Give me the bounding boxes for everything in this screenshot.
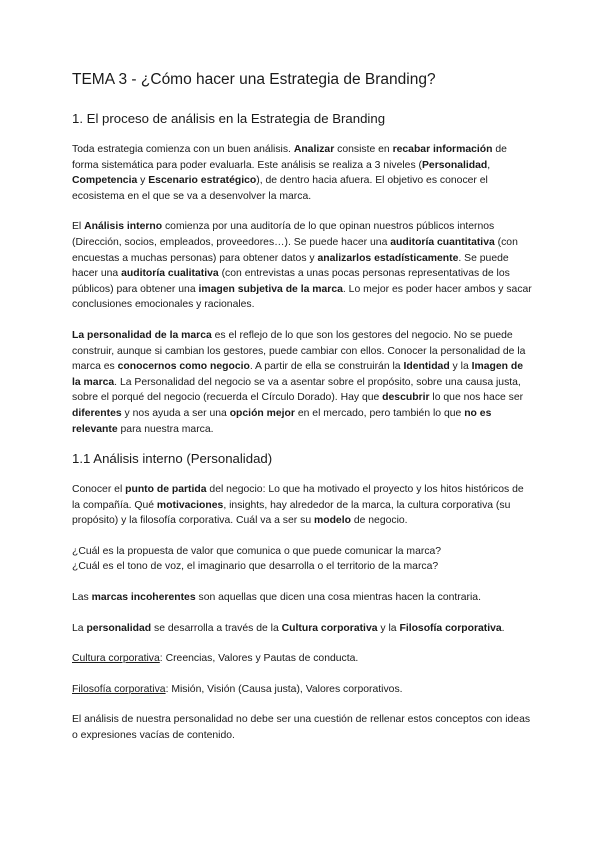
- bold-text: Personalidad: [421, 159, 488, 171]
- cultura-corporativa-line: [72, 651, 534, 667]
- text-run: . Lo mejor es poder hacer ambos y sacar conclusiones emocionales y racionales.: [72, 283, 532, 311]
- bold-text: punto de partida: [125, 484, 207, 496]
- bold-text: personalidad: [86, 622, 152, 634]
- bold-text: Cultura corporativa: [281, 622, 378, 634]
- section-1-1-paragraph-final: El análisis de nuestra personalidad no debe ser una cuestión de rellenar estos conceptos con ideas o expresiones vacías de contenido.: [72, 714, 531, 742]
- section-1-1-paragraph-2: [72, 590, 534, 606]
- bold-text: Analizar: [293, 144, 335, 155]
- text-run: y la: [377, 622, 400, 634]
- text-run: Las: [72, 592, 92, 604]
- section-1-paragraph-1: [72, 142, 534, 204]
- bold-text: auditoría cuantitativa: [390, 236, 495, 248]
- bold-text: opción mejor: [229, 407, 295, 419]
- cultura-corporativa-text: : Creencias, Valores y Pautas de conducta.: [159, 653, 359, 665]
- bold-text: auditoría cualitativa: [121, 268, 219, 280]
- cultura-corporativa-label: Cultura corporativa: [72, 653, 160, 665]
- bold-text: modelo: [313, 515, 351, 527]
- section-1-1-heading: 1.1 Análisis interno (Personalidad): [72, 451, 273, 467]
- text-run: La: [72, 622, 87, 634]
- filosofia-corporativa-text: : Misión, Visión (Causa justa), Valores corporativos.: [165, 683, 403, 695]
- text-run: y: [137, 175, 149, 187]
- text-run: en el mercado, pero también lo que: [294, 407, 465, 419]
- bold-text: no es relevante: [72, 407, 492, 435]
- bold-text: Competencia: [72, 175, 138, 187]
- bold-text: analizarlos estadísticamente: [317, 252, 459, 264]
- text-run: . A partir de ella se construirán la: [249, 361, 404, 373]
- text-run: son aquellas que dicen una cosa mientras hacen la contraria.: [195, 592, 481, 604]
- bold-text: Imagen de la marca: [72, 361, 524, 388]
- text-run: Toda estrategia comienza con un buen análisis.: [72, 144, 294, 155]
- bold-text: imagen subjetiva de la marca: [198, 283, 343, 295]
- section-1-1-paragraph-1: [72, 482, 534, 529]
- text-run: del negocio: Lo que ha motivado el proyecto y los hitos históricos de la compañía. Qué: [72, 484, 524, 511]
- filosofia-corporativa-line: [72, 682, 534, 698]
- text-run: ), de dentro hacia afuera. El objetivo es conocer el ecosistema en el que se va a desenvolver la marca.: [72, 175, 488, 202]
- bold-text: marcas incoherentes: [91, 592, 196, 604]
- text-run: es el reflejo de lo que son los gestores del negocio. No se puede construir, aunque si cambian los gestores, puede cambiar con ellos. Conocer la personalidad de la marca es: [72, 329, 526, 373]
- bold-text: motivaciones: [156, 499, 224, 511]
- section-1-paragraph-2: [72, 219, 534, 313]
- filosofia-corporativa-label: Filosofía corporativa: [72, 683, 166, 695]
- text-run: (con encuestas a muchas personas) para obtener datos y: [72, 236, 518, 264]
- text-run: lo que nos hace ser: [429, 392, 524, 404]
- bold-text: Identidad: [403, 361, 450, 373]
- text-run: .: [501, 622, 505, 634]
- bold-text: Análisis interno: [84, 221, 163, 233]
- text-run: . Se puede hacer una: [72, 252, 509, 280]
- text-run: de negocio.: [350, 515, 408, 527]
- text-run: de forma sistemática para poder evaluarla. Este análisis se realiza a 3 niveles (: [72, 144, 507, 171]
- section-1-heading: 1. El proceso de análisis en la Estrategia de Branding: [72, 111, 386, 126]
- bold-text: La personalidad de la marca: [72, 329, 212, 341]
- text-run: ,: [487, 159, 491, 171]
- question-2: ¿Cuál es el tono de voz, el imaginario que desarrolla o el territorio de la marca?: [72, 561, 439, 573]
- section-1-1-questions: [72, 544, 534, 575]
- text-run: para nuestra marca.: [117, 423, 214, 435]
- section-1-1-paragraph-3: [72, 621, 534, 637]
- text-run: Conocer el: [72, 484, 126, 496]
- section-1-paragraph-3: [72, 328, 534, 437]
- text-run: consiste en: [334, 144, 393, 155]
- text-run: El: [72, 221, 85, 233]
- text-run: y la: [449, 361, 472, 373]
- question-1: ¿Cuál es la propuesta de valor que comunica o que puede comunicar la marca?: [72, 545, 442, 557]
- bold-text: conocernos como negocio: [117, 361, 250, 373]
- text-run: , insights, hay alrededor de la marca, la cultura corporativa (su propósito) y la filosofía corporativa. Cuál va a ser su: [72, 499, 511, 527]
- bold-text: descubrir: [382, 392, 430, 404]
- bold-text: diferentes: [72, 407, 122, 419]
- document-page: [72, 70, 534, 744]
- text-run: y nos ayuda a ser una: [121, 407, 230, 419]
- bold-text: Escenario estratégico: [148, 175, 257, 187]
- text-run: . La Personalidad del negocio se va a asentar sobre el propósito, sobre una causa justa, sobre el porqué del negocio (recuerda el Círculo Dorado). Hay que: [72, 376, 521, 404]
- text-run: se desarrolla a través de la: [151, 622, 282, 634]
- bold-text: recabar información: [392, 144, 493, 155]
- page-title: TEMA 3 - ¿Cómo hacer una Estrategia de Branding?: [72, 71, 436, 88]
- text-run: comienza por una auditoría de lo que opinan nuestros públicos internos (Dirección, socios, empleados, proveedores…). Se puede hacer una: [72, 221, 495, 248]
- bold-text: Filosofía corporativa: [399, 622, 502, 634]
- text-run: (con entrevistas a unas pocas personas representativas de los públicos) para obtener una: [72, 268, 510, 295]
